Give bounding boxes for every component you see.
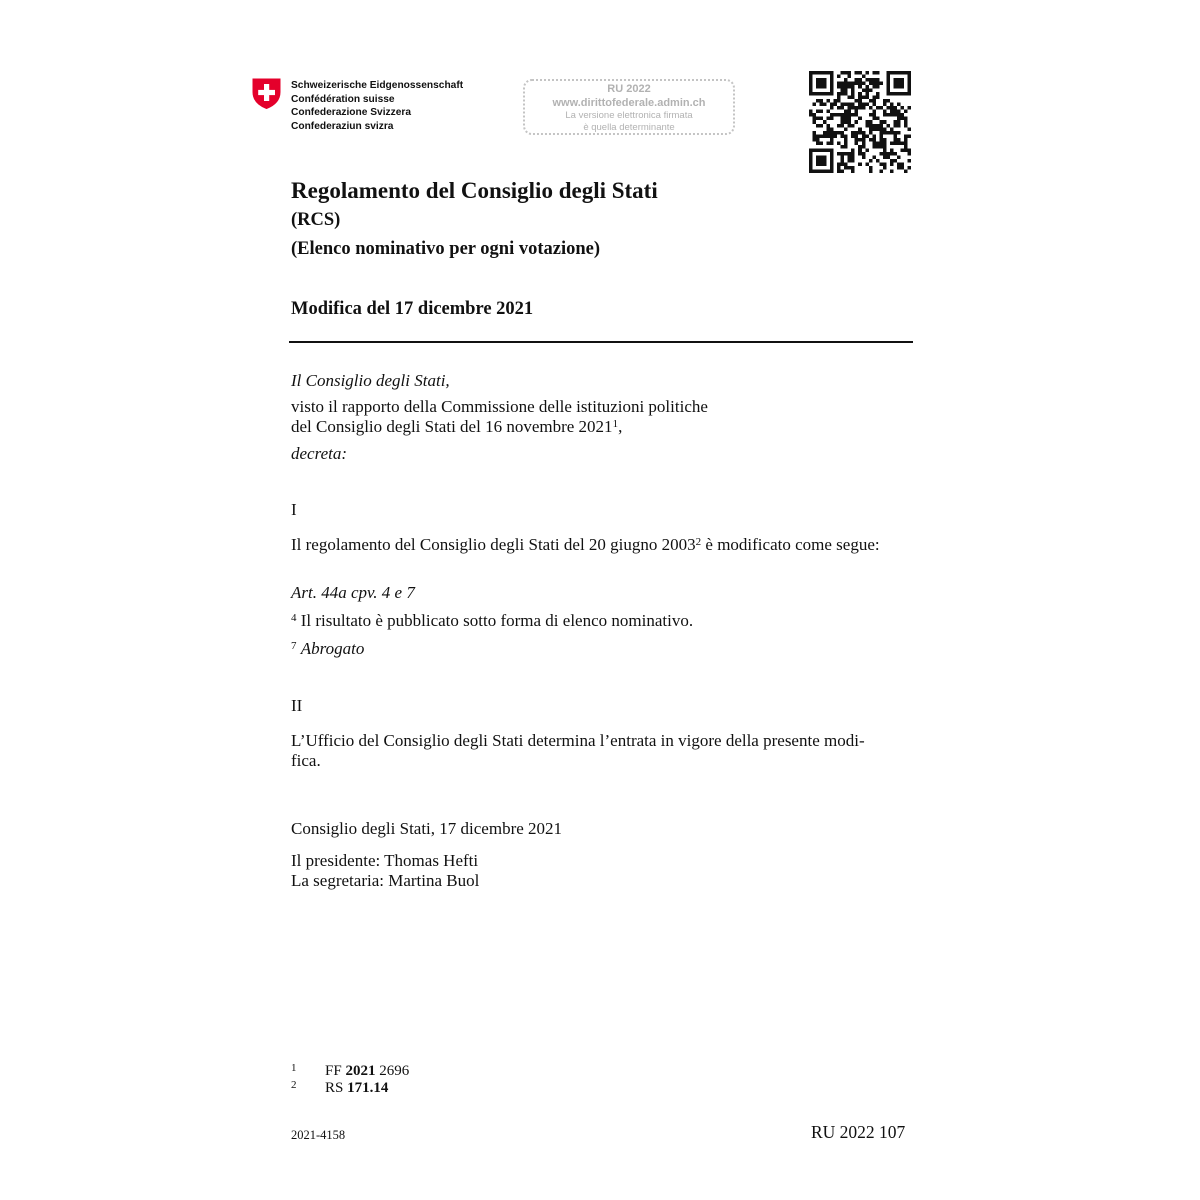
entry-into-force-line-2: fica. <box>291 751 321 770</box>
amendment-date: Modifica del 17 dicembre 2021 <box>291 299 534 319</box>
official-compilation-reference: RU 2022 107 <box>811 1122 906 1142</box>
footnote-1-text <box>325 1063 409 1080</box>
stamp-line-signed: La versione elettronica firmata <box>565 110 693 121</box>
confederation-name-fr: Confédération suisse <box>291 93 395 105</box>
footnote-2-number: 2 <box>291 1079 297 1091</box>
preamble-line-2 <box>291 417 622 437</box>
amendment-intro-end: è modificato come segue: <box>701 535 880 554</box>
swiss-coat-of-arms-icon <box>252 78 281 109</box>
title-divider <box>289 341 913 343</box>
secretary-signature: La segretaria: Martina Buol <box>291 871 480 890</box>
stamp-line-authoritative: è quella determinante <box>583 121 675 133</box>
article-heading: Art. 44a cpv. 4 e 7 <box>291 583 415 602</box>
confederation-name-it: Confederazione Svizzera <box>291 107 412 118</box>
paragraph-4-text: Il risultato è pubblicato sotto forma di elenco nominativo. <box>296 611 694 630</box>
president-signature: Il presidente: Thomas Hefti <box>291 851 479 870</box>
paragraph-7-text: Abrogato <box>300 639 365 658</box>
amendment-intro <box>291 535 880 555</box>
footnote-2-prefix: RS <box>325 1080 348 1096</box>
paragraph-7-number: 7 <box>291 640 297 652</box>
paragraph-4 <box>291 611 693 631</box>
footnote-ref-1[interactable]: 1 <box>612 418 619 430</box>
paragraph-7 <box>291 639 364 659</box>
footnote-1-number: 1 <box>291 1062 297 1074</box>
decree: decreta: <box>291 444 348 463</box>
preamble-line-2-text: del Consiglio degli Stati del 16 novembre 2021 <box>291 417 613 436</box>
confederation-name-de: Schweizerische Eidgenossenschaft <box>291 80 464 91</box>
entry-into-force-line-1: L’Ufficio del Consiglio degli Stati determina l’entrata in vigore della presente modi- <box>291 731 865 750</box>
footnote-2-number-ref: 171.14 <box>347 1080 389 1096</box>
amendment-intro-text: Il regolamento del Consiglio degli Stati del 20 giugno 2003 <box>291 535 696 554</box>
section-heading-1: I <box>291 500 297 519</box>
preamble-line-2-end: , <box>618 417 623 436</box>
section-heading-2: II <box>291 696 303 715</box>
document-title: Regolamento del Consiglio degli Stati <box>291 178 658 203</box>
document-abbreviation: (RCS) <box>291 210 341 230</box>
footnote-1-prefix: FF <box>325 1063 346 1079</box>
issuer: Il Consiglio degli Stati, <box>291 371 450 390</box>
qr-code-icon <box>809 71 911 173</box>
footnote-1-volume: 2021 <box>345 1063 376 1079</box>
footnote-1-page: 2696 <box>375 1063 410 1079</box>
paragraph-4-number: 4 <box>291 612 297 624</box>
place-and-date: Consiglio degli Stati, 17 dicembre 2021 <box>291 819 563 838</box>
stamp-line-url: www.dirittofederale.admin.ch <box>552 97 706 109</box>
document-code: 2021-4158 <box>291 1128 346 1142</box>
footnote-2-text <box>325 1080 388 1097</box>
preamble-line-1: visto il rapporto della Commissione delle istituzioni politiche <box>291 397 708 416</box>
footnote-ref-2[interactable]: 2 <box>695 536 702 548</box>
document-subtitle: (Elenco nominativo per ogni votazione) <box>291 239 601 259</box>
electronic-version-stamp <box>523 79 735 135</box>
confederation-names <box>291 79 463 133</box>
stamp-line-ru: RU 2022 <box>607 83 651 95</box>
confederation-name-rm: Confederaziun svizra <box>291 120 394 132</box>
